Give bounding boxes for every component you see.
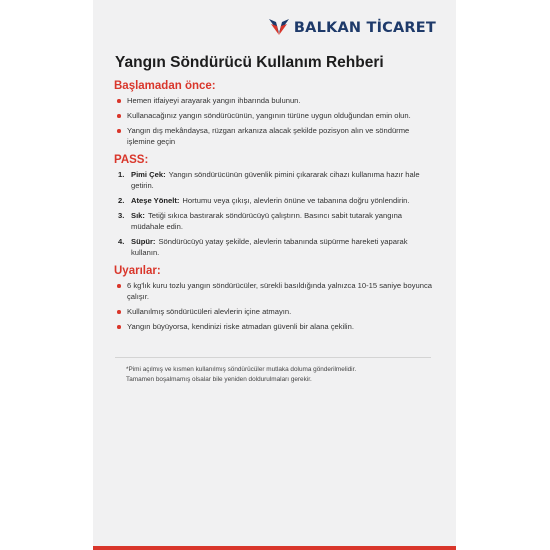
step-text: Hortumu veya çıkışı, alevlerin önüne ve tabanına doğru yönlendirin.	[182, 196, 410, 205]
list-item: 6 kg'lık kuru tozlu yangın söndürücüler, sürekli basıldığında yalnızca 10-15 saniye boyunca çalışır.	[114, 280, 434, 302]
brand-logo	[269, 18, 436, 38]
section-heading-pass: PASS:	[114, 154, 149, 166]
list-item: Kullanacağınız yangın söndürücünün, yangının türüne uygun olduğundan emin olun.	[114, 110, 434, 121]
step-term: Ateşe Yönelt:	[131, 196, 180, 205]
step-number: 2.	[118, 196, 125, 205]
step-number: 1.	[118, 170, 125, 179]
step-number: 3.	[118, 211, 125, 220]
before-list	[114, 95, 434, 147]
page-title: Yangın Söndürücü Kullanım Rehberi	[115, 54, 384, 71]
step-text: Söndürücüyü yatay şekilde, alevlerin tabanında süpürme hareketi yaparak kullanın.	[131, 237, 408, 257]
footnote-line: *Pimi açılmış ve kısmen kullanılmış söndürücüler mutlaka doluma gönderilmelidir.	[126, 366, 357, 373]
step-term: Pimi Çek:	[131, 170, 166, 179]
step-text: Tetiği sıkıca bastırarak söndürücüyü çalıştırın. Basıncı sabit tutarak yangına müdahale edin.	[131, 211, 403, 231]
step-term: Sık:	[131, 211, 145, 220]
footnote-line: Tamamen boşalmamış olsalar bile yeniden doldurulmaları gerekir.	[126, 376, 312, 383]
warnings-list	[114, 280, 434, 332]
guide-card	[93, 0, 456, 550]
step-item	[114, 236, 434, 258]
step-item	[114, 195, 434, 206]
step-number: 4.	[118, 237, 125, 246]
section-heading-warnings: Uyarılar:	[114, 265, 161, 277]
step-item	[114, 169, 434, 191]
guide-content	[114, 80, 434, 339]
brand-name: BALKAN TİCARET	[293, 20, 436, 36]
bird-logo-icon	[269, 18, 289, 38]
step-item	[114, 210, 434, 232]
bottom-accent-bar	[93, 546, 456, 550]
list-item: Hemen itfaiyeyi arayarak yangın ihbarında bulunun.	[114, 95, 434, 106]
step-text: Yangın söndürücünün güvenlik pimini çıkararak cihazı kullanıma hazır hale getirin.	[131, 170, 420, 190]
pass-steps	[114, 169, 434, 258]
list-item: Yangın büyüyorsa, kendinizi riske atmadan güvenli bir alana çekilin.	[114, 321, 434, 332]
section-heading-before: Başlamadan önce:	[114, 80, 216, 92]
footnote	[115, 357, 431, 385]
list-item: Yangın dış mekândaysa, rüzgarı arkanıza alacak şekilde pozisyon alın ve söndürme işlemine geçin	[114, 125, 434, 147]
list-item: Kullanılmış söndürücüleri alevlerin içine atmayın.	[114, 306, 434, 317]
step-term: Süpür:	[131, 237, 156, 246]
